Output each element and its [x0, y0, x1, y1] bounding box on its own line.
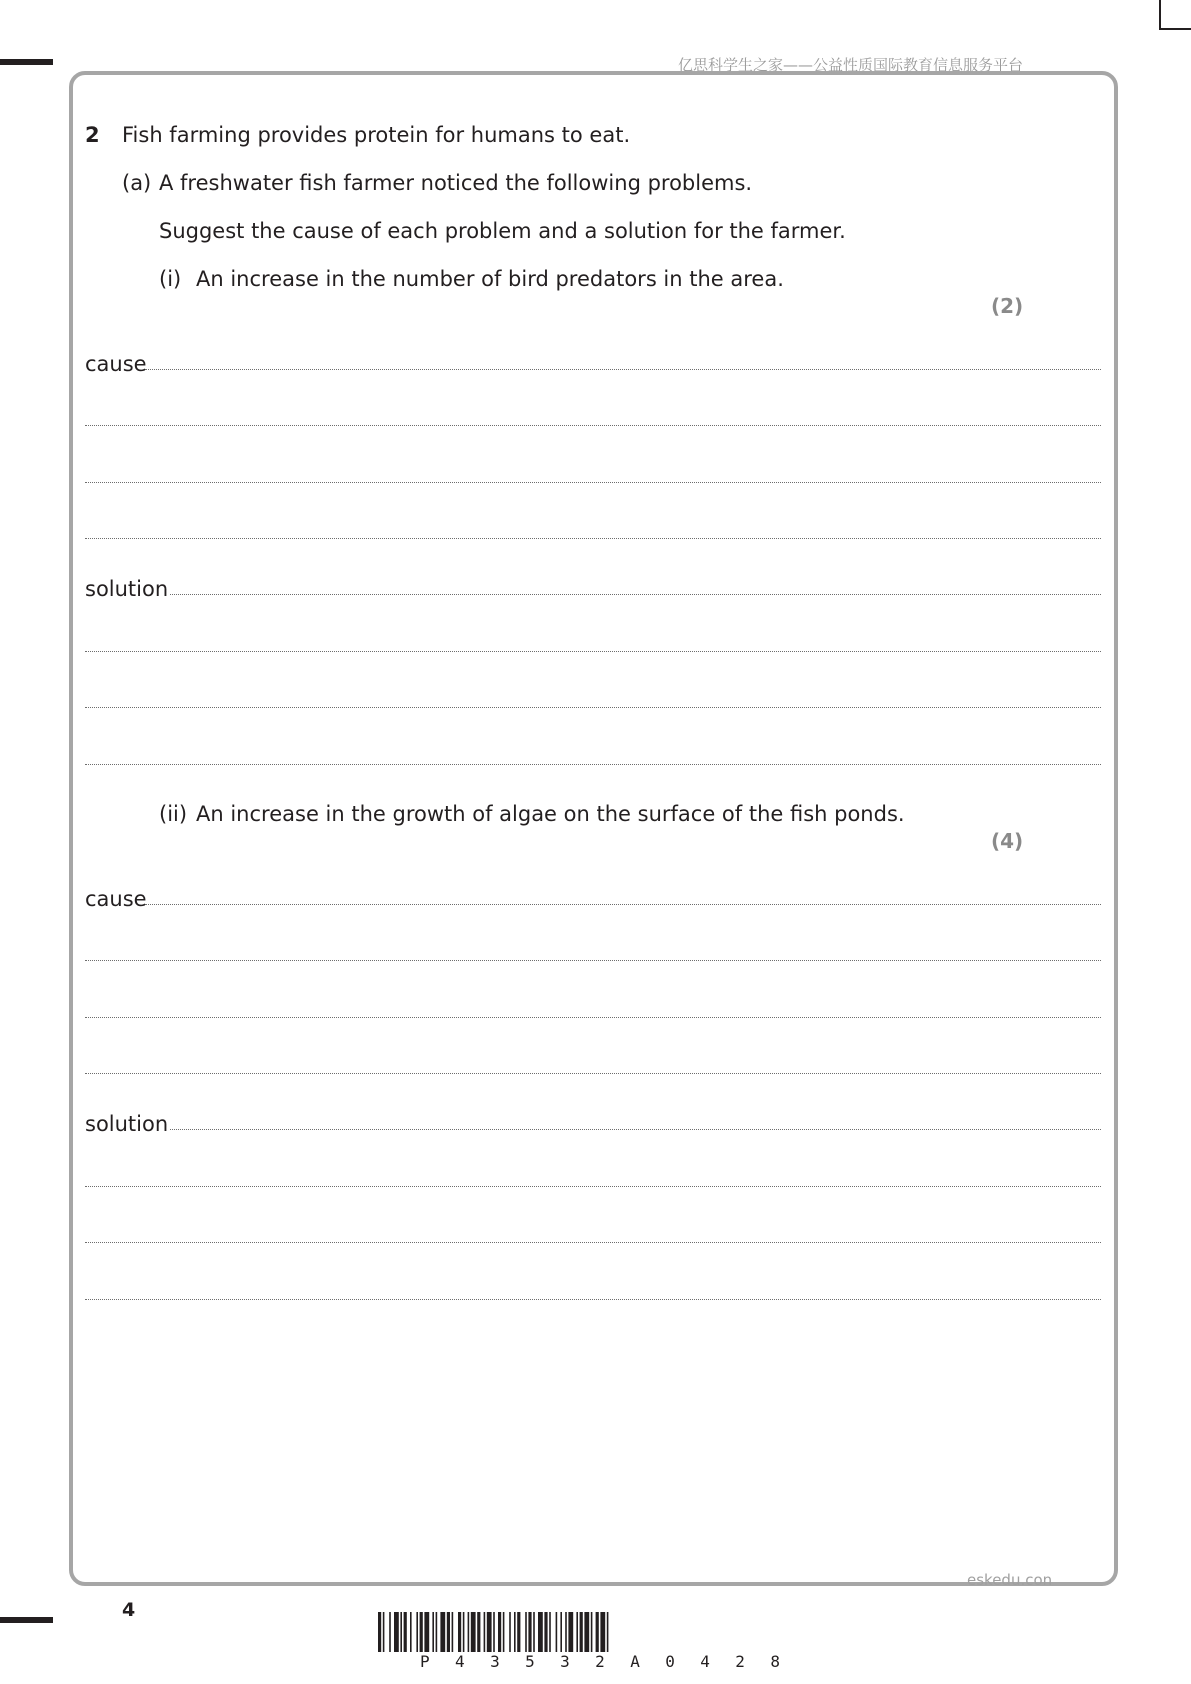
barcode-digit: 3	[490, 1652, 500, 1671]
barcode-bar	[436, 1612, 438, 1652]
barcode-bar	[533, 1612, 535, 1652]
barcode-bar	[404, 1612, 407, 1652]
barcode-digit: 8	[770, 1652, 780, 1671]
barcode-bar	[410, 1612, 412, 1652]
barcode-bar	[596, 1612, 599, 1652]
barcode-bar	[525, 1612, 527, 1652]
registration-mark-bottom	[0, 1617, 53, 1623]
sub-ii-solution-line-3[interactable]	[85, 1242, 1101, 1243]
sub-ii-cause-line-3[interactable]	[85, 1017, 1101, 1018]
barcode-digit: 4	[700, 1652, 710, 1671]
sub-i-solution-label: solution	[85, 577, 169, 601]
barcode-bar	[568, 1612, 573, 1652]
sub-ii-text: An increase in the growth of algae on the surface of the fish ponds.	[196, 802, 905, 826]
part-a-label: (a)	[122, 171, 152, 195]
sub-ii-cause-line-4[interactable]	[85, 1073, 1101, 1074]
barcode-bar	[432, 1612, 434, 1652]
barcode-bar	[544, 1612, 547, 1652]
barcode-bar	[549, 1612, 551, 1652]
barcode-bar	[565, 1612, 567, 1652]
barcode-bar	[400, 1612, 402, 1652]
registration-mark-top	[0, 59, 53, 65]
sub-i-text: An increase in the number of bird predators in the area.	[196, 267, 784, 291]
barcode-bar	[600, 1612, 605, 1652]
question-stem: Fish farming provides protein for humans to eat.	[122, 123, 631, 147]
sub-ii-solution-line-2[interactable]	[85, 1186, 1101, 1187]
sub-ii-marks: (4)	[991, 829, 1024, 853]
barcode-bar	[538, 1612, 543, 1652]
sub-ii-solution-line-4[interactable]	[85, 1299, 1101, 1300]
sub-i-cause-line-2[interactable]	[85, 425, 1101, 426]
barcode-bar	[440, 1612, 445, 1652]
barcode-bar	[468, 1612, 470, 1652]
barcode-bar	[463, 1612, 465, 1652]
barcode-bar	[584, 1612, 589, 1652]
question-number: 2	[85, 123, 100, 147]
barcode-bar	[394, 1612, 399, 1652]
sub-i-cause-label: cause	[85, 352, 147, 376]
barcode-bar	[471, 1612, 476, 1652]
sub-ii-solution-label: solution	[85, 1112, 169, 1136]
page-number: 4	[122, 1599, 136, 1621]
barcode-digit: 2	[735, 1652, 745, 1671]
barcode-bar	[389, 1612, 391, 1652]
barcode-bar	[378, 1612, 381, 1652]
barcode-bar	[517, 1612, 520, 1652]
barcode-bar	[484, 1612, 486, 1652]
barcode-digits	[420, 1652, 780, 1671]
sub-i-cause-line-3[interactable]	[85, 482, 1101, 483]
barcode-bar	[560, 1612, 562, 1652]
barcode-bar	[458, 1612, 461, 1652]
crop-mark-horizontal	[1159, 28, 1191, 30]
barcode-bar	[420, 1612, 423, 1652]
barcode-bar	[514, 1612, 516, 1652]
barcode-bar	[503, 1612, 505, 1652]
barcode-digit: P	[420, 1652, 430, 1671]
barcode-digit: 0	[665, 1652, 675, 1671]
barcode-bar	[493, 1612, 495, 1652]
sub-i-solution-line-2[interactable]	[85, 651, 1101, 652]
part-a-text: A freshwater fish farmer noticed the following problems.	[159, 171, 753, 195]
part-a-instruction: Suggest the cause of each problem and a solution for the farmer.	[159, 219, 846, 243]
barcode-bar	[556, 1612, 558, 1652]
barcode	[378, 1612, 810, 1652]
footer-site-mark: eskedu.con	[967, 1571, 1053, 1589]
sub-i-marks: (2)	[991, 294, 1024, 318]
sub-i-solution-line-1[interactable]	[170, 594, 1101, 595]
barcode-bar	[447, 1612, 450, 1652]
barcode-bar	[452, 1612, 454, 1652]
sub-i-label: (i)	[159, 267, 182, 291]
barcode-digit: A	[630, 1652, 640, 1671]
barcode-bar	[528, 1612, 531, 1652]
sub-ii-solution-line-1[interactable]	[170, 1129, 1101, 1130]
barcode-digit: 5	[525, 1652, 535, 1671]
barcode-bar	[509, 1612, 511, 1652]
sub-ii-cause-line-2[interactable]	[85, 960, 1101, 961]
sub-ii-cause-line-1[interactable]	[145, 904, 1101, 905]
barcode-digit: 2	[595, 1652, 605, 1671]
barcode-bar	[477, 1612, 480, 1652]
sub-i-cause-line-1[interactable]	[145, 369, 1101, 370]
barcode-digit: 3	[560, 1652, 570, 1671]
barcode-bar	[580, 1612, 583, 1652]
sub-i-cause-line-4[interactable]	[85, 538, 1101, 539]
barcode-bar	[383, 1612, 385, 1652]
crop-mark-vertical	[1159, 0, 1161, 30]
barcode-bar	[576, 1612, 578, 1652]
header-watermark: 亿思科学生之家——公益性质国际教育信息服务平台	[678, 56, 1024, 74]
barcode-digit: 4	[455, 1652, 465, 1671]
sub-ii-cause-label: cause	[85, 887, 147, 911]
answer-frame	[69, 71, 1118, 1586]
barcode-bar	[487, 1612, 492, 1652]
barcode-bar	[498, 1612, 501, 1652]
sub-i-solution-line-3[interactable]	[85, 707, 1101, 708]
sub-i-solution-line-4[interactable]	[85, 764, 1101, 765]
barcode-bar	[424, 1612, 429, 1652]
barcode-bar	[591, 1612, 593, 1652]
sub-ii-label: (ii)	[159, 802, 188, 826]
barcode-bar	[607, 1612, 609, 1652]
barcode-bar	[416, 1612, 418, 1652]
